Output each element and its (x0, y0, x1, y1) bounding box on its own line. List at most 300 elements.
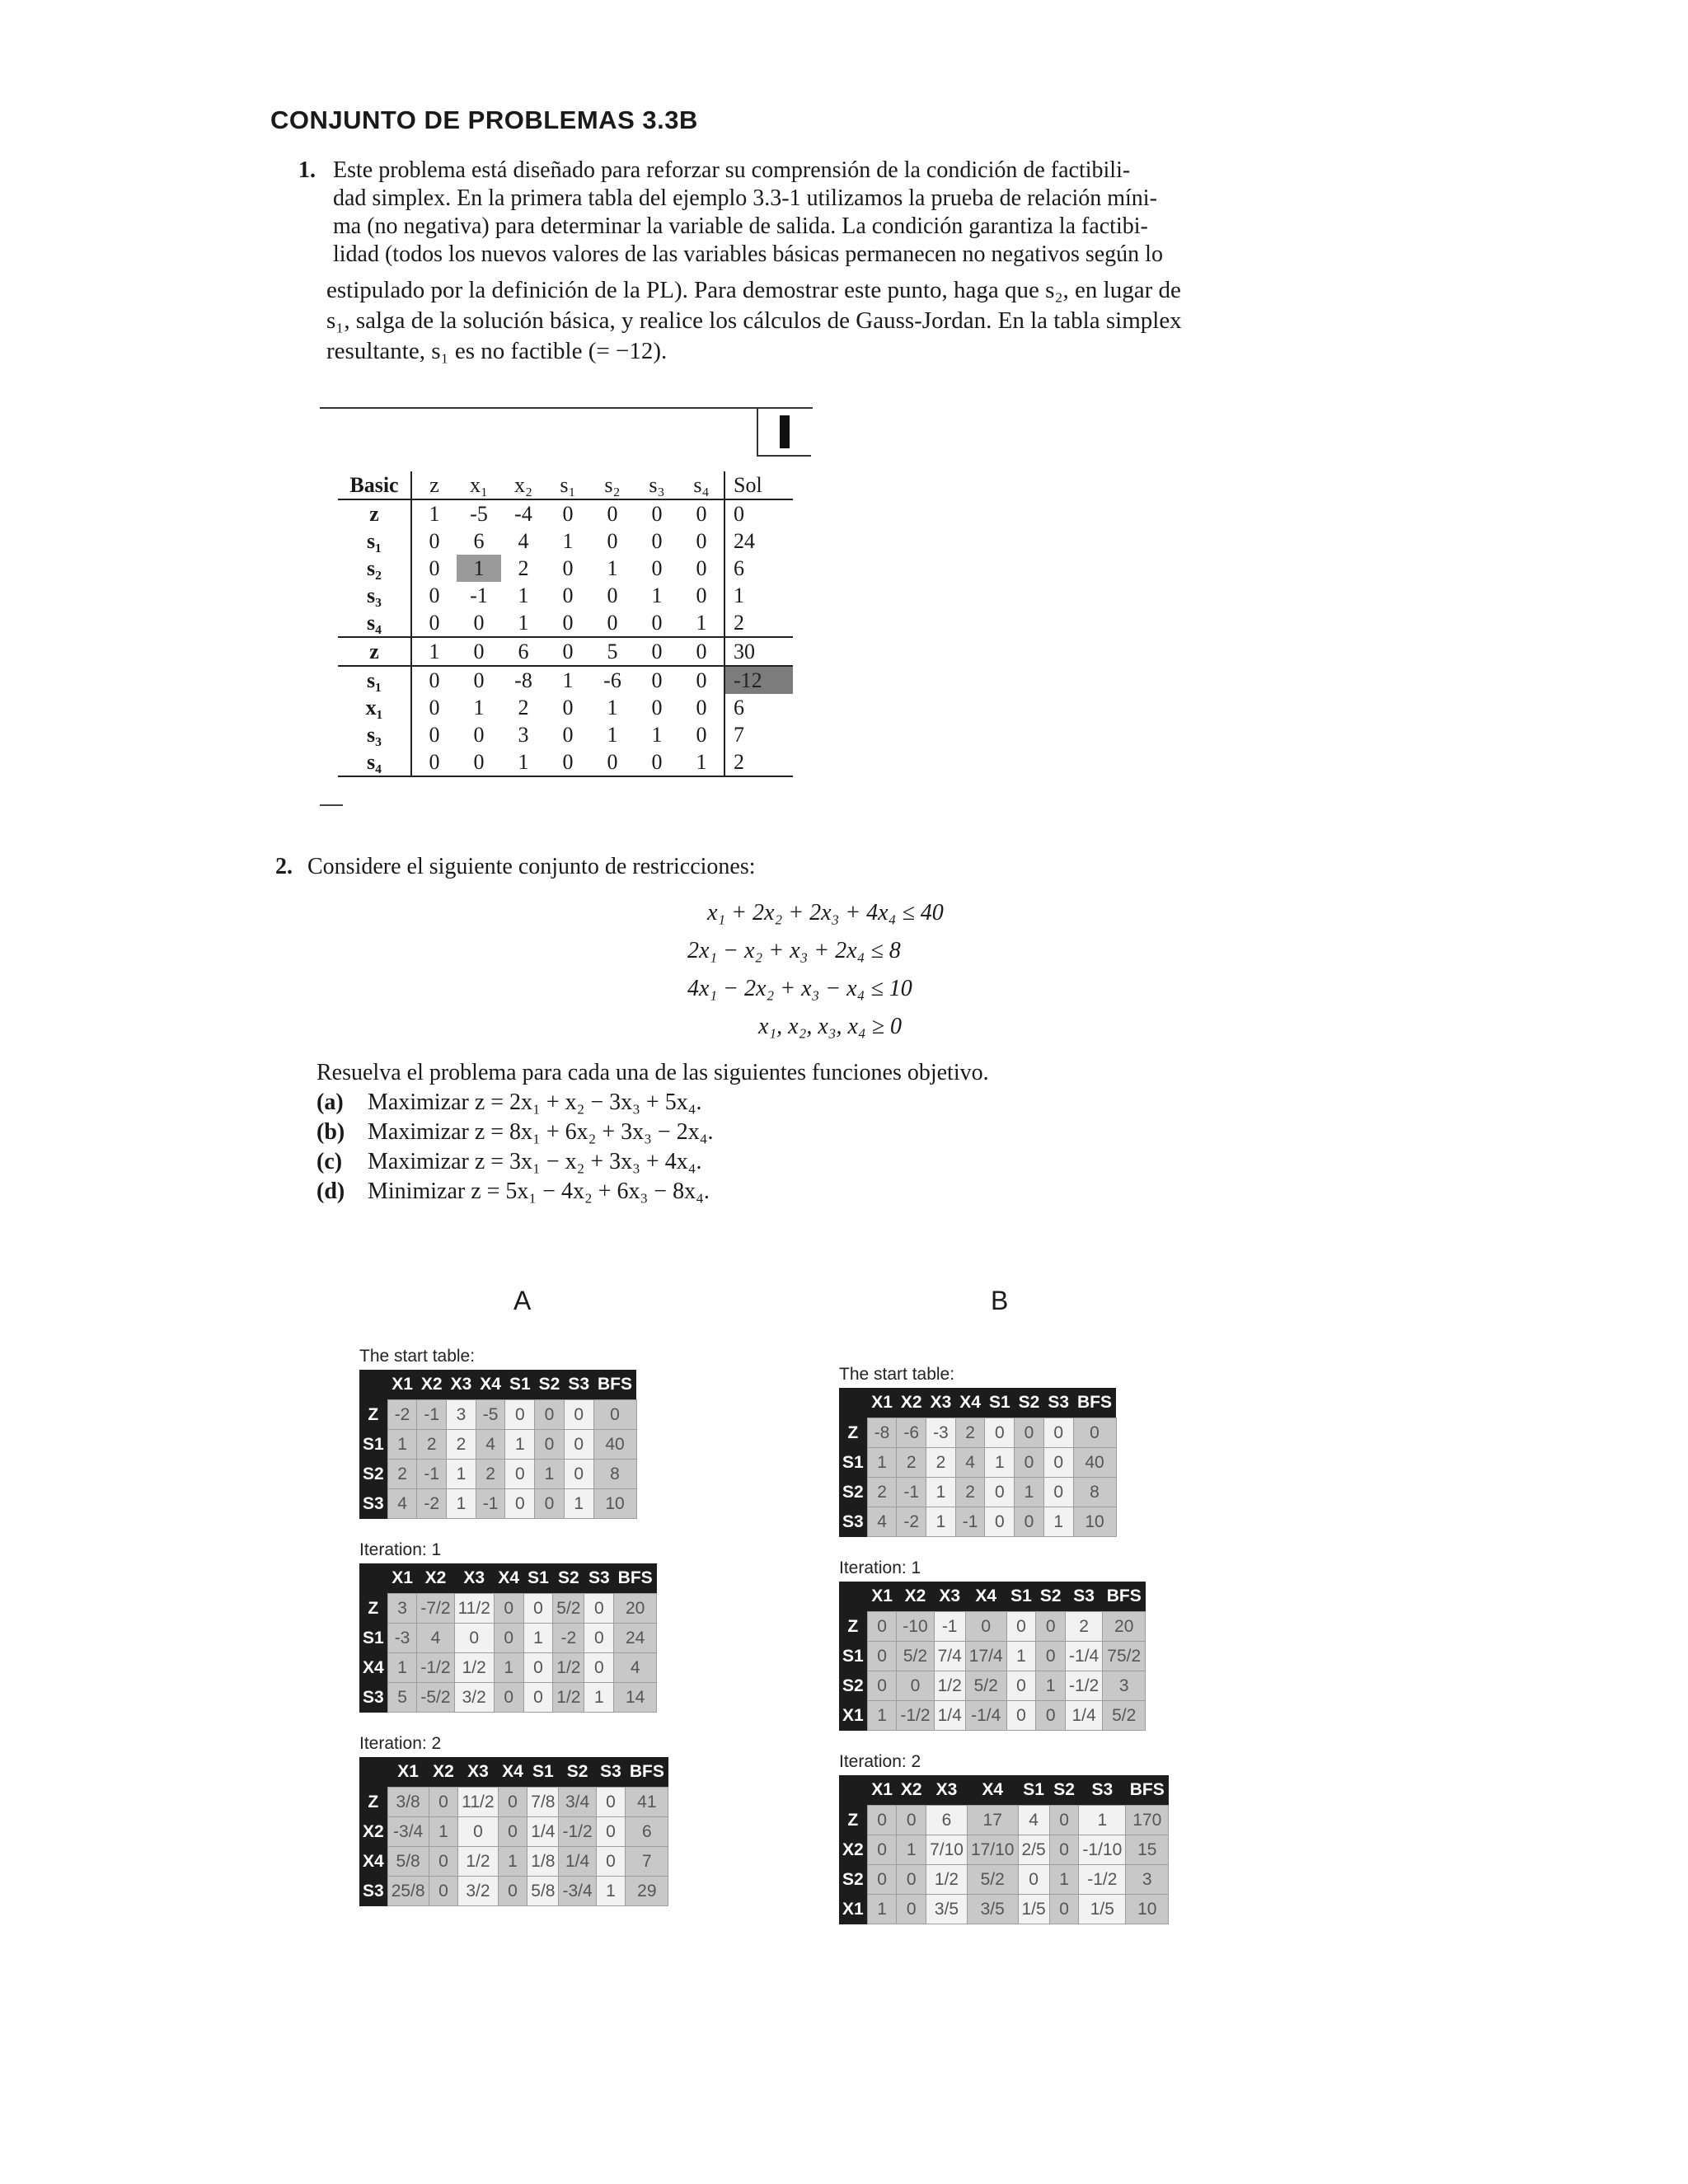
column-header: S1 (523, 1563, 553, 1594)
row-label: S1 (359, 1624, 387, 1653)
table-row (839, 1895, 1169, 1924)
cell: 0 (564, 1430, 593, 1460)
cell: 1 (867, 1701, 897, 1731)
table-row (839, 1478, 1116, 1507)
constraint: 4x₁ − 2x₂ + x₃ − x₄ ≤ 10 (687, 976, 912, 1001)
cell: 6 (626, 1817, 668, 1847)
tableau-block (359, 1347, 668, 1519)
cursor-box (757, 407, 811, 457)
cell: -1 (417, 1400, 447, 1430)
cell: 0 (651, 555, 663, 580)
cell: 6 (501, 637, 546, 666)
cell: 41 (626, 1788, 668, 1817)
cell: 0 (1043, 1418, 1073, 1448)
row-label: X2 (839, 1835, 867, 1865)
cell: -6 (603, 668, 621, 692)
objective-text: Maximizar z = 2x₁ + x₂ − 3x₃ + 5x₄. (368, 1090, 702, 1115)
cell: 0 (429, 1877, 458, 1906)
cell: 0 (523, 1594, 553, 1624)
table-top-rule (320, 407, 813, 409)
cell: 1 (1043, 1507, 1073, 1537)
cell: 3 (387, 1594, 417, 1624)
cell: 0 (1015, 1448, 1044, 1478)
row-label: x₁ (365, 695, 383, 719)
cell: 1 (564, 1489, 593, 1519)
cell: 2 (724, 748, 793, 776)
column-header: X2 (429, 1757, 458, 1788)
cell: 0 (651, 695, 663, 719)
table-row (359, 1877, 668, 1906)
row-label: S3 (359, 1489, 387, 1519)
tableau-block (359, 1734, 668, 1906)
cell: 0 (867, 1865, 897, 1895)
cell: 0 (651, 501, 663, 526)
cell: 1 (897, 1835, 926, 1865)
cell: 0 (584, 1594, 614, 1624)
cell: -1 (934, 1612, 965, 1642)
cell: 1 (473, 695, 485, 719)
cell: 3 (447, 1400, 476, 1430)
column-header: S3 (1043, 1388, 1073, 1418)
cell: 0 (696, 555, 707, 580)
column-header (359, 1563, 387, 1594)
cell: 0 (651, 528, 663, 553)
cell: 7/8 (528, 1788, 559, 1817)
cell: 2 (955, 1418, 985, 1448)
cell: 75/2 (1103, 1642, 1146, 1671)
cell: 1/4 (528, 1817, 559, 1847)
tableau-caption: Iteration: 1 (839, 1558, 921, 1577)
cell: 1 (387, 1430, 417, 1460)
cell: 0 (985, 1507, 1015, 1537)
objective-label: (b) (316, 1119, 345, 1145)
cell: 10 (1126, 1895, 1169, 1924)
table-row (839, 1671, 1146, 1701)
constraint: x₁, x₂, x₃, x₄ ≥ 0 (758, 1014, 903, 1039)
cell: 0 (411, 721, 457, 748)
objective-text: Maximizar z = 3x₁ − x₂ + 3x₃ + 4x₄. (368, 1149, 702, 1174)
table-row (338, 609, 793, 637)
column-header: X3 (934, 1582, 965, 1612)
table-row (338, 694, 793, 721)
cell: 1 (607, 722, 618, 747)
cell: 7 (626, 1847, 668, 1877)
table-row (359, 1624, 657, 1653)
cell: 3 (518, 722, 529, 747)
column-header: S2 (1036, 1582, 1066, 1612)
tableau-table (839, 1582, 1146, 1731)
cell: 1 (562, 528, 574, 553)
cell: 0 (696, 501, 707, 526)
cell: 0 (1073, 1418, 1116, 1448)
cell: 0 (1049, 1806, 1079, 1835)
row-label: S3 (359, 1877, 387, 1906)
cell: 4 (614, 1653, 657, 1683)
table-row (338, 721, 793, 748)
cell: 0 (635, 637, 679, 666)
cell: 1 (651, 583, 663, 607)
table-row (839, 1642, 1146, 1671)
tableau-block (839, 1365, 1169, 1537)
cell: 20 (614, 1594, 657, 1624)
row-label: S3 (359, 1683, 387, 1713)
cell: 0 (411, 582, 457, 609)
cell: -5 (476, 1400, 505, 1430)
cell: 0 (562, 695, 574, 719)
column-header: X1 (867, 1388, 897, 1418)
solution-a (359, 1347, 668, 1928)
cell: 1/8 (528, 1847, 559, 1877)
cell: 24 (614, 1624, 657, 1653)
row-label: z (338, 637, 411, 666)
constraint: x₁ + 2x₂ + 2x₃ + 4x₄ ≤ 40 (707, 900, 944, 926)
row-label: X2 (359, 1817, 387, 1847)
cell: 0 (867, 1642, 897, 1671)
row-label: Z (359, 1594, 387, 1624)
tableau-caption: The start table: (839, 1365, 955, 1384)
cell: 0 (523, 1653, 553, 1683)
column-label-b: B (991, 1286, 1009, 1315)
table-row (338, 748, 793, 776)
cell: 17/4 (965, 1642, 1006, 1671)
cell: -10 (897, 1612, 934, 1642)
table-row (839, 1835, 1169, 1865)
cell: -1/2 (897, 1701, 934, 1731)
cell: 6 (926, 1806, 968, 1835)
cell: 0 (454, 1624, 494, 1653)
column-header: S3 (584, 1563, 614, 1594)
cell: 0 (897, 1806, 926, 1835)
table-row (359, 1489, 636, 1519)
tableau-table (359, 1563, 657, 1713)
column-header: X3 (926, 1388, 956, 1418)
column-header: X3 (447, 1370, 476, 1400)
table-row (839, 1418, 1116, 1448)
cell: 5 (387, 1683, 417, 1713)
cell: 0 (867, 1612, 897, 1642)
cell: 0 (457, 637, 501, 666)
cell: 0 (607, 501, 618, 526)
column-header: X4 (965, 1582, 1006, 1612)
row-label: s₃ (367, 583, 382, 607)
cell: 1/2 (553, 1683, 584, 1713)
problem-2-intro (275, 851, 756, 883)
column-header: Basic (338, 471, 411, 499)
problem-line: Este problema está diseñado para reforzar su comprensión de la condición de factibili- (333, 157, 1131, 183)
column-header: s₄ (679, 471, 724, 499)
cell: 1 (505, 1430, 535, 1460)
cell: 3/8 (387, 1788, 429, 1817)
column-header: S2 (559, 1757, 596, 1788)
row-label: S1 (359, 1430, 387, 1460)
cell: 1 (498, 1847, 528, 1877)
cell: 0 (867, 1835, 897, 1865)
cell: 0 (1015, 1507, 1044, 1537)
problem-line: lidad (todos los nuevos valores de las variables básicas permanecen no negativos según lo (333, 241, 1163, 267)
column-header: X2 (897, 1582, 934, 1612)
cell: 2 (417, 1430, 447, 1460)
cell: 0 (473, 722, 485, 747)
cell: 0 (724, 499, 793, 527)
cell: 0 (696, 668, 707, 692)
pivot-cell: 1 (457, 555, 501, 582)
row-label: s₄ (338, 748, 411, 776)
column-header: S3 (596, 1757, 626, 1788)
column-header: S2 (553, 1563, 584, 1594)
cell: 4 (387, 1489, 417, 1519)
tableau-block (839, 1558, 1169, 1731)
table-row (839, 1612, 1146, 1642)
cell: 0 (596, 1847, 626, 1877)
column-header: X4 (494, 1563, 523, 1594)
row-label: X1 (839, 1701, 867, 1731)
cell: 0 (429, 1847, 458, 1877)
column-header: S3 (1066, 1582, 1103, 1612)
cell: 0 (457, 748, 501, 776)
cell: 0 (679, 637, 724, 666)
cell: 1 (1079, 1806, 1126, 1835)
cell: 1/2 (454, 1653, 494, 1683)
problem-text: Considere el siguiente conjunto de restricciones: (307, 854, 756, 879)
row-label: S1 (839, 1448, 867, 1478)
row-label: S1 (839, 1642, 867, 1671)
column-label-a: A (513, 1286, 532, 1315)
cell: 1 (494, 1653, 523, 1683)
cell: 0 (1049, 1835, 1079, 1865)
row-label: s₂ (367, 555, 382, 580)
tableau-block (359, 1540, 668, 1713)
cell: 3/2 (458, 1877, 498, 1906)
cell: 0 (1006, 1671, 1036, 1701)
column-header (359, 1370, 387, 1400)
cell: 1 (1015, 1478, 1044, 1507)
cell: 2 (724, 609, 793, 637)
cell: 0 (473, 668, 485, 692)
cell: 0 (1015, 1418, 1044, 1448)
row-label: X4 (359, 1653, 387, 1683)
cell: 0 (867, 1671, 897, 1701)
table-row (839, 1701, 1146, 1731)
cell: 2 (867, 1478, 897, 1507)
column-header: x₂ (501, 471, 546, 499)
cell: 1 (411, 637, 457, 666)
row-label: s₁ (367, 528, 382, 553)
cell: 0 (564, 1400, 593, 1430)
table-row (359, 1400, 636, 1430)
cell: 2 (897, 1448, 926, 1478)
column-header: BFS (626, 1757, 668, 1788)
cell: -4 (514, 501, 532, 526)
cell: 3/5 (967, 1895, 1018, 1924)
table-row (338, 637, 793, 666)
objective-text: Minimizar z = 5x₁ − 4x₂ + 6x₃ − 8x₄. (368, 1179, 710, 1204)
row-label: S2 (839, 1671, 867, 1701)
problem-number: 1. (298, 157, 316, 183)
cell: 30 (724, 637, 793, 666)
cell: 1 (447, 1460, 476, 1489)
cell: -3 (926, 1418, 956, 1448)
column-header: x₁ (457, 471, 501, 499)
column-header: s₂ (590, 471, 635, 499)
cell: 1 (651, 722, 663, 747)
infeasible-cell: -12 (724, 666, 793, 694)
cell: 3 (1103, 1671, 1146, 1701)
cell: -1/2 (1079, 1865, 1126, 1895)
cell: 1 (1049, 1865, 1079, 1895)
cell: 0 (562, 583, 574, 607)
cell: 1 (926, 1507, 956, 1537)
cell: 0 (584, 1653, 614, 1683)
row-label: S2 (359, 1460, 387, 1489)
cursor-icon (780, 415, 790, 448)
cell: 0 (1006, 1612, 1036, 1642)
cell: 0 (1049, 1895, 1079, 1924)
column-header: S3 (564, 1370, 593, 1400)
column-header: X3 (458, 1757, 498, 1788)
cell: 1 (926, 1478, 956, 1507)
cell: 7 (724, 721, 793, 748)
cell: -7/2 (417, 1594, 454, 1624)
table-bottom-mark (320, 804, 343, 806)
cell: -2 (897, 1507, 926, 1537)
cell: 0 (607, 583, 618, 607)
cell: -2 (553, 1624, 584, 1653)
cell: 0 (494, 1624, 523, 1653)
cell: 1 (607, 695, 618, 719)
table-row (359, 1460, 636, 1489)
cell: 3/2 (454, 1683, 494, 1713)
cell: 0 (867, 1806, 897, 1835)
column-header: S3 (1079, 1775, 1126, 1806)
cell: 0 (1036, 1612, 1066, 1642)
column-header: BFS (1073, 1388, 1116, 1418)
cell: 1 (867, 1448, 897, 1478)
cell: 0 (593, 1400, 636, 1430)
cell: 2 (955, 1478, 985, 1507)
cell: 5/2 (965, 1671, 1006, 1701)
cell: -1/4 (1066, 1642, 1103, 1671)
cell: 0 (590, 748, 635, 776)
cell: -1 (476, 1489, 505, 1519)
cell: 2 (518, 555, 529, 580)
row-label: s₁ (367, 668, 382, 692)
cell: 1 (985, 1448, 1015, 1478)
cell: 4 (417, 1624, 454, 1653)
column-header (839, 1388, 867, 1418)
cell: -3 (387, 1624, 417, 1653)
cell: 5/8 (528, 1877, 559, 1906)
tableau-caption: Iteration: 2 (359, 1734, 442, 1753)
cell: 14 (614, 1683, 657, 1713)
cell: 1 (1006, 1642, 1036, 1671)
objective-label: (d) (316, 1179, 345, 1204)
table-header-row (338, 471, 793, 499)
tableau-caption: The start table: (359, 1347, 476, 1366)
column-header: X4 (955, 1388, 985, 1418)
cell: 0 (696, 695, 707, 719)
row-label: X1 (839, 1895, 867, 1924)
column-header: X1 (387, 1563, 417, 1594)
cell: 0 (607, 528, 618, 553)
cell: 1 (387, 1653, 417, 1683)
cell: 25/8 (387, 1877, 429, 1906)
cell: 0 (498, 1817, 528, 1847)
cell: -3/4 (559, 1877, 596, 1906)
cell: -1 (955, 1507, 985, 1537)
cell: 0 (411, 666, 457, 694)
column-header: BFS (593, 1370, 636, 1400)
cell: 0 (546, 637, 590, 666)
cell: 0 (897, 1865, 926, 1895)
cell: 1/5 (1018, 1895, 1049, 1924)
cell: 0 (562, 555, 574, 580)
cell: 1 (411, 499, 457, 527)
cell: 0 (1043, 1478, 1073, 1507)
cell: -1/2 (559, 1817, 596, 1847)
column-header: X3 (454, 1563, 494, 1594)
cell: 5/2 (897, 1642, 934, 1671)
cell: 1/2 (458, 1847, 498, 1877)
table-row (839, 1507, 1116, 1537)
row-label: s₃ (367, 722, 382, 747)
cell: 2/5 (1018, 1835, 1049, 1865)
column-header: s₃ (635, 471, 679, 499)
cell: -1 (897, 1478, 926, 1507)
cell: 11/2 (458, 1788, 498, 1817)
column-header: X1 (387, 1757, 429, 1788)
cell: 10 (1073, 1507, 1116, 1537)
cell: 1 (535, 1460, 565, 1489)
table-row (338, 527, 793, 555)
column-header: X4 (498, 1757, 528, 1788)
cell: 1/2 (934, 1671, 965, 1701)
column-header: S1 (1018, 1775, 1049, 1806)
cell: 0 (696, 722, 707, 747)
cell: 0 (546, 748, 590, 776)
cell: 0 (411, 527, 457, 555)
objective-text: Maximizar z = 8x₁ + 6x₂ + 3x₃ − 2x₄. (368, 1119, 714, 1145)
cell: 0 (1043, 1448, 1073, 1478)
cell: 0 (411, 609, 457, 637)
cell: 17 (967, 1806, 1018, 1835)
cell: 0 (1006, 1701, 1036, 1731)
cell: 0 (635, 748, 679, 776)
cell: 11/2 (454, 1594, 494, 1624)
cell: 1 (679, 609, 724, 637)
cell: 0 (546, 609, 590, 637)
cell: 1 (523, 1624, 553, 1653)
problem-line: s₁, salga de la solución básica, y realice los cálculos de Gauss-Jordan. En la tabla simplex (326, 307, 1182, 334)
cell: 10 (593, 1489, 636, 1519)
cell: 3/4 (559, 1788, 596, 1817)
column-header (839, 1582, 867, 1612)
table-row (359, 1817, 668, 1847)
table-row (839, 1448, 1116, 1478)
cell: 40 (1073, 1448, 1116, 1478)
cell: 0 (985, 1478, 1015, 1507)
cell: 3/5 (926, 1895, 968, 1924)
cell: 0 (651, 668, 663, 692)
column-header: X2 (897, 1388, 926, 1418)
cell: -1/10 (1079, 1835, 1126, 1865)
problem-1 (298, 157, 1304, 367)
cell: 0 (411, 748, 457, 776)
column-header: z (411, 471, 457, 499)
column-header: X1 (867, 1582, 897, 1612)
cell: 4 (867, 1507, 897, 1537)
cell: 1/5 (1079, 1895, 1126, 1924)
solution-b (839, 1365, 1169, 1946)
